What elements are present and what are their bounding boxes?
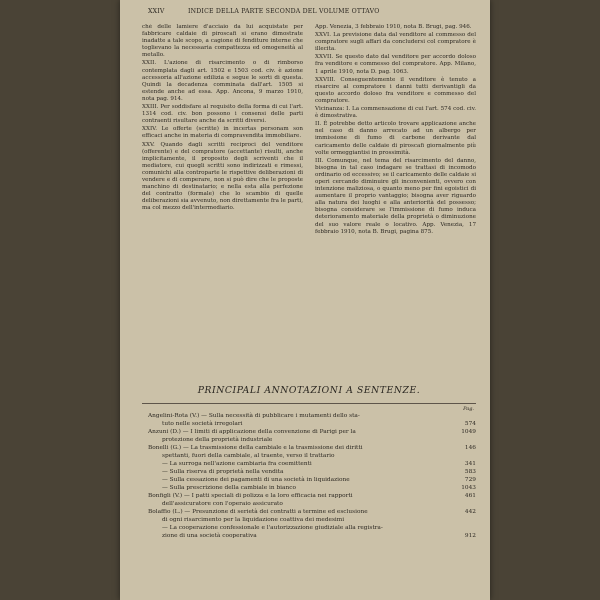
annotation-row — [148, 420, 476, 428]
annotation-page — [450, 452, 476, 460]
annotation-page: 146 — [464, 445, 476, 451]
page-number: XXIV — [148, 8, 165, 15]
annotation-text: — La surroga nell'azione cambiaria fra coemittenti — [162, 461, 312, 467]
paragraph: III. Comunque, nel tema del risarcimento del danno, bisogna in tal caso indagare se trattasi di incomodo ordinario od eccessivo; se il caricamento delle caldaie si operi cercando diminuire gli inconvenienti, ovvero con intenzione maliziosa, o quanto meno per fini egoistici di aumentare il proprio vantaggio; bisogna aver riguardo alla natura dei luoghi e alla anteriorità del possesso; bisogna considerare se l'immissione di fumo induca deterioramento materiale della proprietà o diminuzione del suo valore reale o locativo. App. Venezia, 17 febbraio 1910, nota B. Brugi, pagina 875. — [315, 157, 476, 235]
annotation-text: di ogni risarcimento per la liquidazione coattiva dei medesimi — [162, 517, 345, 523]
annotation-row — [148, 452, 476, 460]
annotation-text: spettanti, fuori della cambiale, al traente, verso il trattario — [162, 453, 335, 459]
paragraph: ché delle lamiere d'acciaio da lui acquistate per fabbricare caldaie di piroscafi si erano dimostrate inadatte a tale scopo, a cagione di fenditure interne che toglievano la necessaria compattezza ed omogeneità al metallo. — [142, 24, 303, 59]
annotation-page: 729 — [464, 477, 476, 483]
annotation-row — [148, 532, 476, 540]
annotation-text: Bonfigli (V.) — I patti speciali di polizza e la loro efficacia nei rapporti — [148, 493, 353, 499]
annotations-list — [148, 412, 476, 540]
annotation-row — [148, 460, 476, 468]
book-page — [120, 0, 490, 600]
annotation-page: 912 — [464, 533, 476, 539]
annotation-row — [148, 508, 476, 516]
annotation-text: Bonelli (G.) — La trasmissione della cambiale e la trasmissione dei diritti — [148, 445, 363, 451]
paragraph: XXV. Quando dagli scritti reciproci del venditore (offerente) e del compratore (accettante) risulti, anche implicitamente, il proposito degli scriventi che il mediatore, cui quegli scritti sono indirizzati e rimessi, comunichi alla controparte le rispettive deliberazioni di vendere e di comperare, non si può dire che le proposte manchino di destinatario; e nella esta alla perfezione del contratto (formale) che lo scambio di quelle deliberazioni sia avvenuto, non direttamente fra le parti, ma col mezzo dell'intermediario. — [142, 141, 303, 212]
header-title: INDICE DELLA PARTE SECONDA DEL VOLUME OTTAVO — [188, 8, 380, 15]
two-column-text — [142, 24, 476, 354]
annotation-text: — La cooperazione confessionale e l'autorizzazione giudiziale alla registra- — [162, 525, 383, 531]
annotation-row — [148, 500, 476, 508]
annotation-page: 341 — [464, 461, 476, 467]
annotation-text: Bolaffio (L.) — Presunzione di serietà dei contratti a termine ed esclusione — [148, 509, 368, 515]
annotation-row — [148, 436, 476, 444]
annotation-text: Angelini-Rota (V.) — Sulla necessità di pubblicare i mutamenti dello sta- — [148, 413, 360, 419]
annotation-text: dell'assicuratore con l'operaio assicurato — [162, 501, 283, 507]
paragraph: XXIII. Per soddisfare al requisito della forma di cui l'art. 1314 cod. civ. bon possono i consensi delle parti contraenti risultare anche da scritti diversi. — [142, 104, 303, 125]
right-column — [315, 24, 476, 354]
annotation-page — [450, 500, 476, 508]
annotation-row — [148, 468, 476, 476]
paragraph: Vicinanza: I. La commensazione di cui l'art. 574 cod. civ. è dimostrativa. — [315, 106, 476, 120]
paragraph: App. Venezia, 3 febbraio 1910, nota B. Brugi, pag. 946. — [315, 24, 472, 30]
annotation-page: 583 — [464, 469, 476, 475]
annotation-text: — Sulla cessazione dei pagamenti di una società in liquidazione — [162, 477, 350, 483]
annotation-page — [450, 516, 476, 524]
annotation-page — [450, 412, 476, 420]
paragraph: XXIV. Le offerte (scritte) in incertas personam son efficaci anche in materia di compravendita immobiliare. — [142, 126, 303, 140]
section-title: PRINCIPALI ANNOTAZIONI A SENTENZE. — [197, 385, 421, 396]
section-rule — [142, 403, 476, 404]
annotation-row — [148, 524, 476, 532]
annotation-text: — Sulla prescrizione della cambiale in bianco — [162, 485, 296, 491]
annotation-page: 442 — [464, 509, 476, 515]
running-header — [148, 8, 472, 15]
paragraph: XXVIII. Conseguentemente il venditore è tenuto a risarcire al compratore i danni tutti derivantigli da questo accordo doloso fra venditore e commesso del compratore. — [315, 76, 476, 104]
paragraph: II. È potrebbe detto articolo trovare applicazione anche nel caso di danno arrecato ad un albergo per immissione di fumo di carbone derivante dal caricamento delle caldaie di piroscafi giornalmente più volte ormeggiantisi in prossimità. — [315, 121, 476, 156]
annotation-row — [148, 412, 476, 420]
annotation-text: — Sulla riserva di proprietà nella vendita — [162, 469, 284, 475]
annotation-text: tuto nelle società irregolari — [162, 421, 243, 427]
paragraph: XXVI. La previsione data dal venditore al commesso del compratore sugli affari da concludersi col compratore è illecita. — [315, 32, 476, 53]
annotation-page — [450, 524, 476, 532]
paragraph: XXVII. Se questo dato dal venditore per accordo doloso fra venditore e commesso del compratore. App. Milano, 1 aprile 1910, nota D. pag. 1063. — [315, 54, 476, 75]
annotation-page: 574 — [464, 421, 476, 427]
annotation-page: 1049 — [461, 429, 476, 435]
annotation-row — [148, 444, 476, 452]
annotation-page: 461 — [464, 493, 476, 499]
annotation-page: 1043 — [461, 485, 476, 491]
annotation-text: Anzuni (D.) — I limiti di applicazione della convenzione di Parigi per la — [148, 429, 356, 435]
left-column — [142, 24, 303, 354]
annotation-text: zione di una società cooperativa — [162, 533, 257, 539]
annotation-row — [148, 484, 476, 492]
annotation-row — [148, 476, 476, 484]
annotation-row — [148, 428, 476, 436]
page-column-header: Pag. — [463, 406, 474, 412]
annotation-row — [148, 492, 476, 500]
paragraph: XXII. L'azione di risarcimento o di rimborso contemplata dagli art. 1502 e 1503 cod. civ. è azione accessoria all'azione edilizia e segue le sorti di questa. Quindi la decadenza comminata dall'art. 1505 si estende anche ad essa. App. Ancona, 9 marzo 1910, nota pag. 914. — [142, 60, 303, 102]
annotation-row — [148, 516, 476, 524]
annotation-page — [450, 436, 476, 444]
annotation-text: protezione della proprietà industriale — [162, 437, 273, 443]
